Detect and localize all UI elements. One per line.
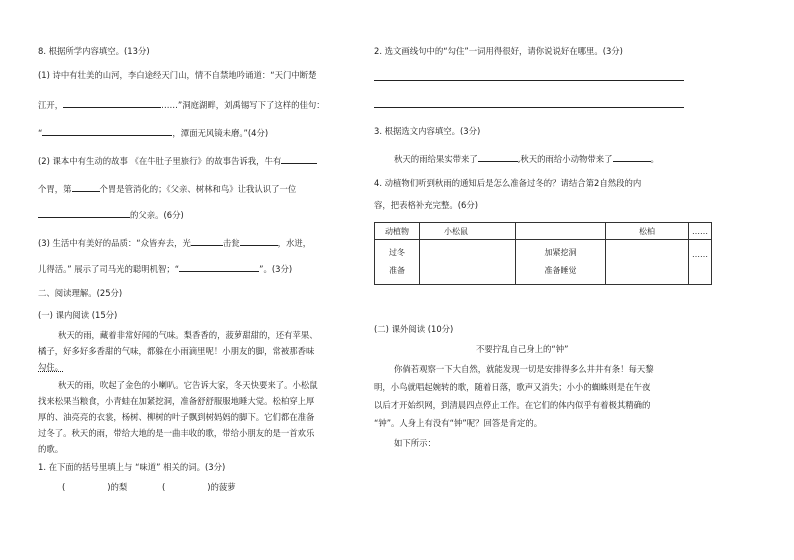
passage-1-line: 橘子，好多好多香甜的气味，都躲在小雨滴里呢！小朋友的脚，常被那香味	[38, 346, 315, 356]
section-2-2-title: (二) 课外阅读 (10分)	[374, 324, 454, 334]
q8-title: 8. 根据所学内容填空。(13分)	[38, 46, 150, 56]
q3-title: 3. 根据选文内容填空。(3分)	[374, 126, 481, 136]
passage-title: 不要拧乱自己身上的“钟”	[476, 344, 569, 354]
answer-blank[interactable]	[72, 182, 100, 192]
q8-3-line-a	[38, 236, 311, 249]
q8-2-line-c	[38, 208, 184, 221]
q8-1-line-a: (1) 诗中有壮美的山河，李白途经天门山，情不自禁地吟诵道：“天门中断楚	[38, 70, 317, 80]
answer-blank[interactable]	[478, 152, 518, 162]
header-cell[interactable]	[516, 223, 606, 240]
frog-line-1: 加紧挖洞	[544, 248, 577, 257]
header-cell: 松柏	[606, 223, 689, 240]
q8-1-c-post: ，潭面无风镜未磨。”(4分)	[172, 128, 269, 138]
q8-3-b-pre: 儿得活。” 展示了司马光的聪明机智；“	[38, 264, 180, 274]
header-cell: 小松鼠	[420, 223, 516, 240]
q1-blank-a	[62, 482, 127, 493]
passage-2-line: 厚的、油亮亮的衣裳，杨树、柳树的叶子飘到树妈妈的脚下。它们都在准备	[38, 412, 315, 422]
row-label	[375, 240, 420, 285]
q3-body	[394, 152, 659, 165]
q8-1-line-b	[38, 98, 325, 111]
passage-2-line: 秋天的雨，吹起了金色的小喇叭。它告诉大家，冬天快要来了。小松鼠	[58, 380, 318, 390]
preparation-table	[374, 222, 712, 285]
q8-1-b-post: ……”洞庭湖畔，刘禹锡写下了这样的佳句：	[161, 100, 325, 110]
passage-2-line: 找来松果当粮食，小青蛙在加紧挖洞，准备舒舒服服地睡大觉。松柏穿上厚	[38, 396, 315, 406]
section-2-title: 二、阅读理解。(25分)	[38, 288, 123, 298]
q3-body-b: ,秋天的雨给小动物带来了	[517, 154, 613, 164]
q8-3-line-b	[38, 262, 292, 275]
answer-blank[interactable]	[63, 98, 161, 108]
answer-blank[interactable]	[240, 236, 278, 246]
q8-1-line-c	[38, 126, 268, 139]
paren-open: (	[62, 482, 66, 492]
q1-blank-b	[162, 482, 236, 493]
q3-body-a: 秋天的雨给果实带来了	[394, 154, 478, 164]
q8-2-line-a	[38, 154, 317, 167]
answer-blank[interactable]	[613, 152, 651, 162]
q2-title: 2. 选文画线句中的“勾住”一词用得很好，请你说说好在哪里。(3分)	[374, 46, 623, 56]
extra-passage-line: 明，小鸟就唱起婉转的歌，随着日落，歌声又消失；小小的蜘蛛则是在午夜	[374, 382, 651, 392]
row-label-2: 准备	[389, 266, 405, 275]
passage-2-line: 的歌。	[38, 444, 64, 454]
q8-3-b-post: ”。(3分)	[259, 264, 293, 274]
extra-passage-line: 以后才开始织网，到清晨四点停止工作。在它们的体内似乎有着极其精确的	[374, 400, 651, 410]
q1-a-text: )的梨	[107, 482, 128, 492]
q8-2-b-post: 个胃是管消化的；《父亲、树林和鸟》让我认识了一位	[99, 184, 297, 194]
answer-cell[interactable]	[606, 240, 689, 285]
q8-1-b-pre: 江开，	[38, 100, 64, 110]
answer-cell[interactable]	[420, 240, 516, 285]
q8-2-a-pre: (2) 课本中有生动的故事 《在牛肚子里旅行》的故事告诉我，牛有	[38, 156, 282, 166]
passage-1-line: 秋天的雨，藏着非常好闻的气味。梨香香的，菠萝甜甜的，还有苹果、	[58, 330, 318, 340]
answer-blank[interactable]	[42, 126, 172, 136]
row-label-1: 过冬	[389, 248, 405, 257]
more-cell: ……	[689, 240, 712, 285]
q8-2-b-pre: 个胃，第	[38, 184, 72, 194]
q8-3-a-pre: (3) 生活中有美好的品质：“众皆弃去，光	[38, 238, 191, 248]
q8-2-line-b	[38, 182, 296, 195]
extra-passage-line: 如下所示：	[394, 438, 436, 448]
header-cell: ……	[689, 223, 712, 240]
passage-1-underlined-line: 勾住。	[38, 362, 64, 372]
header-cell: 动植物	[375, 223, 420, 240]
q8-2-c-post: 的父亲。(6分)	[130, 210, 184, 220]
q8-1-c-pre: “	[38, 128, 43, 138]
answer-blank[interactable]	[191, 236, 223, 246]
extra-passage-line: “钟”。人身上有没有“钟”呢？回答是肯定的。	[374, 418, 543, 428]
q4-title: 4. 动植物们听到秋雨的通知后是怎么准备过冬的？请结合第2自然段的内	[374, 178, 642, 188]
frog-cell	[516, 240, 606, 285]
extra-passage-line: 你倘若观察一下大自然，就能发现一切是安排得多么井井有条！每天黎	[394, 364, 654, 374]
passage-2-line: 过冬了。秋天的雨，带给大地的是一曲丰收的歌，带给小朋友的是一首欢乐	[38, 428, 315, 438]
answer-blank[interactable]	[38, 208, 130, 218]
answer-blank[interactable]	[179, 262, 259, 272]
frog-line-2: 准备睡觉	[544, 266, 577, 275]
paren-open: (	[162, 482, 166, 492]
q1-title: 1. 在下面的括号里填上与 “味道” 相关的词。(3分)	[38, 462, 226, 472]
answer-line[interactable]	[374, 80, 684, 81]
answer-line[interactable]	[374, 107, 684, 108]
q8-3-a-post: ，水迸，	[277, 238, 312, 248]
q3-body-end: 。	[650, 154, 659, 164]
q8-3-a-mid: 击瓮	[222, 238, 240, 248]
q4-title-b: 容，把表格补充完整。(6分)	[374, 200, 478, 210]
answer-blank[interactable]	[281, 154, 317, 164]
section-2-1-title: (一) 课内阅读 (15分)	[38, 310, 118, 320]
q1-b-text: )的菠萝	[207, 482, 236, 492]
